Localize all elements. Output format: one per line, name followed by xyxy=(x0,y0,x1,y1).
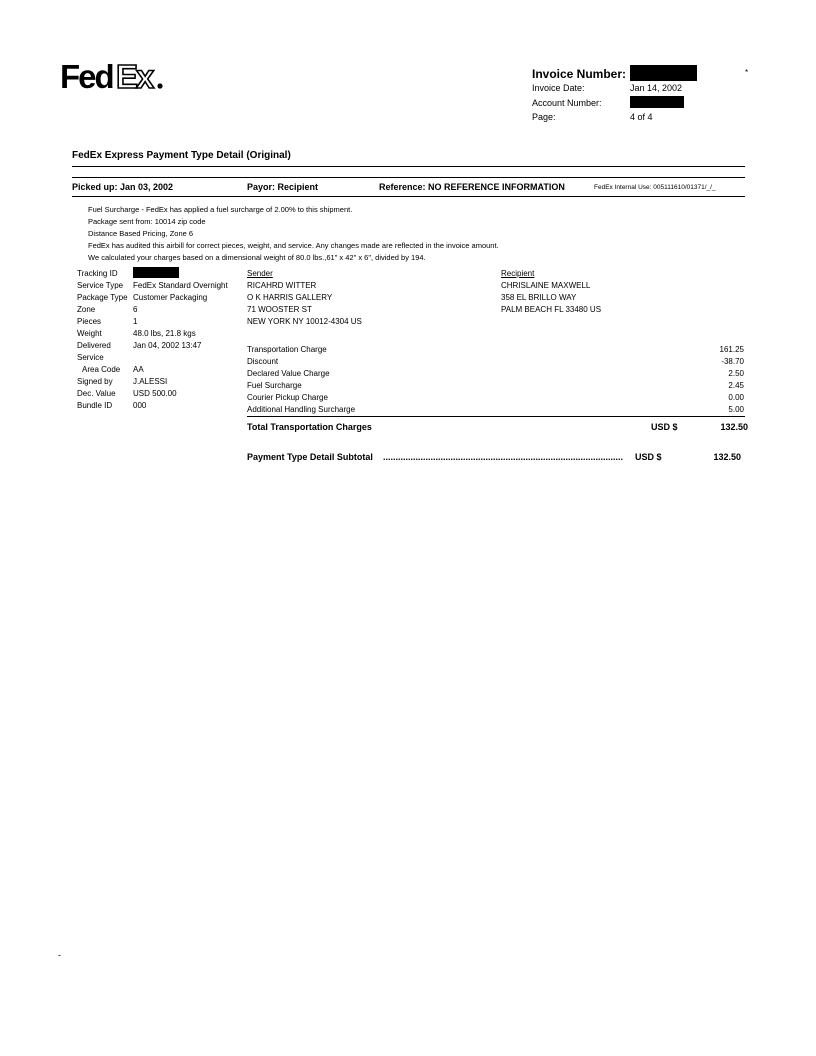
logo-ex-text: Ex xyxy=(116,58,153,94)
charge-label: Transportation Charge xyxy=(247,345,327,354)
field-value-signed-by: J.ALESSI xyxy=(133,377,168,386)
rule-band-top xyxy=(72,177,745,178)
note-line: We calculated your charges based on a dimensional weight of 80.0 lbs.,61" x 42" x 6", divided by 194. xyxy=(88,253,426,262)
field-value-delivered: Jan 04, 2002 13:47 xyxy=(133,341,202,350)
account-number-redaction xyxy=(630,96,684,108)
charge-label: Declared Value Charge xyxy=(247,369,330,378)
subtotal-dot-leader: ................................................................................................ xyxy=(383,452,624,462)
field-label-service: Service xyxy=(77,353,104,362)
rule-total xyxy=(247,416,745,417)
field-label-pieces: Pieces xyxy=(77,317,102,326)
rule-top xyxy=(72,166,745,167)
recipient-heading: Recipient xyxy=(501,269,535,278)
subtotal-currency: USD $ xyxy=(635,452,662,462)
logo-dot xyxy=(157,83,162,88)
charge-value: 161.25 xyxy=(719,345,744,354)
charge-label: Courier Pickup Charge xyxy=(247,393,328,402)
total-label: Total Transportation Charges xyxy=(247,422,372,432)
charge-label: Additional Handling Surcharge xyxy=(247,405,356,414)
field-value-area-code: AA xyxy=(133,365,144,374)
charge-value: 5.00 xyxy=(728,405,744,414)
sender-line: O K HARRIS GALLERY xyxy=(247,293,333,302)
sender-heading: Sender xyxy=(247,269,273,278)
charge-label: Fuel Surcharge xyxy=(247,381,302,390)
corner-mark: * xyxy=(745,68,749,77)
recipient-line: 358 EL BRILLO WAY xyxy=(501,293,577,302)
sender-line: NEW YORK NY 10012-4304 US xyxy=(247,317,362,326)
field-label-bundle-id: Bundle ID xyxy=(77,401,113,410)
fedex-logo-graphic xyxy=(60,58,170,94)
total-currency: USD $ xyxy=(651,422,678,432)
field-label-signed-by: Signed by xyxy=(77,377,113,386)
tracking-id-redaction xyxy=(133,267,179,278)
field-label-service-type: Service Type xyxy=(77,281,124,290)
field-value-package-type: Customer Packaging xyxy=(133,293,208,302)
field-value-zone: 6 xyxy=(133,305,138,314)
page-value: 4 of 4 xyxy=(630,112,653,122)
charge-label: Discount xyxy=(247,357,279,366)
note-line: Distance Based Pricing, Zone 6 xyxy=(88,229,194,238)
footer-mark: - xyxy=(58,950,61,960)
page-label: Page: xyxy=(532,112,556,122)
field-label-zone: Zone xyxy=(77,305,96,314)
field-label-package-type: Package Type xyxy=(77,293,128,302)
sender-line: 71 WOOSTER ST xyxy=(247,305,312,314)
note-line: FedEx has audited this airbill for correct pieces, weight, and service. Any changes made are reflected in the invoice amount. xyxy=(88,241,499,250)
subtotal-label: Payment Type Detail Subtotal xyxy=(247,452,373,462)
charge-value: 2.45 xyxy=(728,381,744,390)
invoice-number-label: Invoice Number: xyxy=(532,67,627,81)
field-label-area-code: Area Code xyxy=(82,365,121,374)
note-line: Package sent from: 10014 zip code xyxy=(88,217,206,226)
account-number-label: Account Number: xyxy=(532,98,602,108)
subtotal-value: 132.50 xyxy=(713,452,741,462)
invoice-date-value: Jan 14, 2002 xyxy=(630,83,683,93)
picked-up: Picked up: Jan 03, 2002 xyxy=(72,182,174,192)
rule-band-bottom xyxy=(72,196,745,197)
invoice-date-label: Invoice Date: xyxy=(532,83,585,93)
field-label-weight: Weight xyxy=(77,329,102,338)
recipient-line: PALM BEACH FL 33480 US xyxy=(501,305,602,314)
field-value-pieces: 1 xyxy=(133,317,138,326)
field-value-dec-value: USD 500.00 xyxy=(133,389,177,398)
internal-use: FedEx Internal Use: 005111610/01371/_/_ xyxy=(594,184,716,191)
logo-fed-text: Fed xyxy=(60,58,113,94)
field-label-tracking-id: Tracking ID xyxy=(77,269,118,278)
field-value-bundle-id: 000 xyxy=(133,401,147,410)
fedex-logo xyxy=(60,58,170,94)
field-label-delivered: Delivered xyxy=(77,341,111,350)
payor: Payor: Recipient xyxy=(247,182,319,192)
note-line: Fuel Surcharge - FedEx has applied a fuel surcharge of 2.00% to this shipment. xyxy=(88,205,353,214)
recipient-line: CHRISLAINE MAXWELL xyxy=(501,281,591,290)
charge-value: 0.00 xyxy=(728,393,744,402)
field-value-service-type: FedEx Standard Overnight xyxy=(133,281,228,290)
charge-value: 2.50 xyxy=(728,369,744,378)
total-value: 132.50 xyxy=(720,422,748,432)
invoice-number-redaction xyxy=(630,65,697,81)
reference: Reference: NO REFERENCE INFORMATION xyxy=(379,182,565,192)
field-value-weight: 48.0 lbs, 21.8 kgs xyxy=(133,329,196,338)
sender-line: RICAHRD WITTER xyxy=(247,281,317,290)
field-label-dec-value: Dec. Value xyxy=(77,389,116,398)
section-title: FedEx Express Payment Type Detail (Original) xyxy=(72,150,291,161)
charge-value: -38.70 xyxy=(721,357,744,366)
